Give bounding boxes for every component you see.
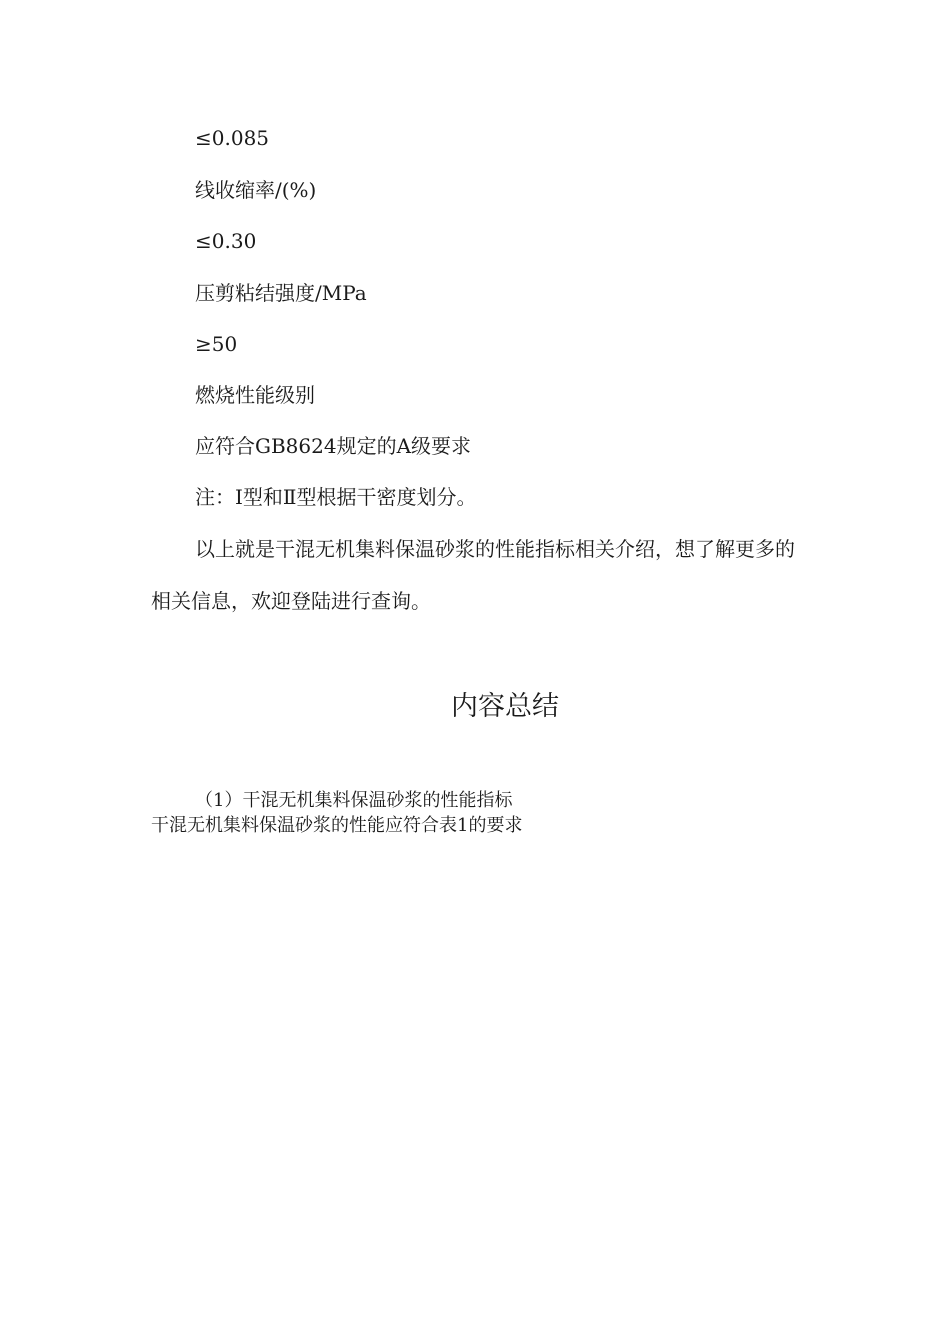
summary-heading: 内容总结	[451, 691, 559, 722]
value-linear-shrinkage: ≤0.30	[195, 229, 257, 253]
summary-line-2: 干混无机集料保温砂浆的性能应符合表1的要求	[151, 815, 523, 836]
label-combustion-grade: 燃烧性能级别	[195, 383, 315, 407]
value-shear-bond-strength: ≥50	[195, 332, 238, 356]
note-text: 注：Ⅰ型和Ⅱ型根据干密度划分。	[195, 485, 477, 509]
closing-paragraph: 以上就是干混无机集料保温砂浆的性能指标相关介绍，想了解更多的相关信息，欢迎登陆进行查询。	[151, 537, 795, 613]
label-shear-bond-strength: 压剪粘结强度/MPa	[195, 281, 367, 305]
label-linear-shrinkage: 线收缩率/(%)	[195, 178, 317, 202]
summary-line-1: （1）干混无机集料保温砂浆的性能指标	[195, 790, 513, 811]
value-thermal-conductivity: ≤0.085	[195, 126, 270, 150]
value-combustion-grade: 应符合GB8624规定的A级要求	[195, 434, 472, 458]
